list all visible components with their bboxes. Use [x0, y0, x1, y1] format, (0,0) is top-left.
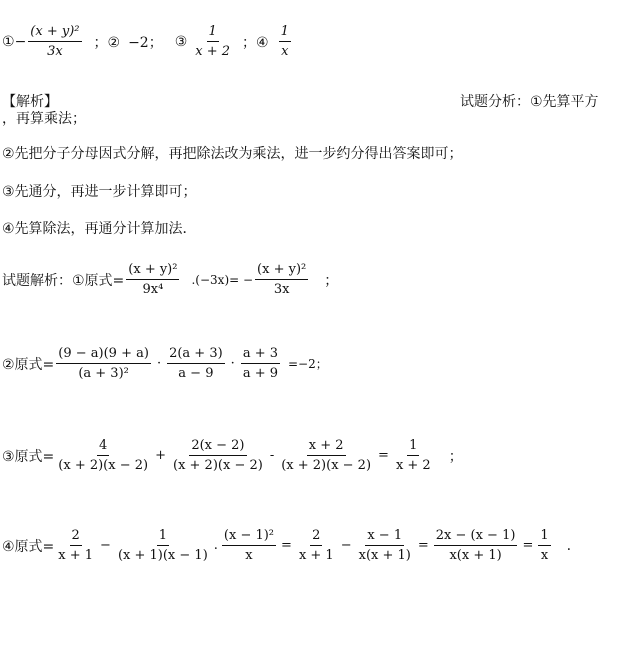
fraction-denominator: x: [540, 548, 549, 563]
fraction-numerator: x + 2: [307, 438, 346, 456]
answer-3-label: ③: [174, 33, 188, 50]
equals-sign: =: [522, 538, 534, 553]
solution-3-fraction-2: [171, 438, 265, 473]
fraction-denominator: x(x + 1): [449, 548, 502, 563]
fraction-denominator: x + 1: [298, 548, 334, 563]
solution-4-fraction-5: [357, 528, 413, 563]
solution-1-fraction-2: [255, 262, 308, 297]
solution-3-fraction-3: [279, 438, 373, 473]
answer-1-numerator: (x + y)²: [28, 24, 81, 42]
fraction-denominator: x(x + 1): [358, 548, 411, 563]
analysis-side-text: 试题分析：①先算平方: [460, 94, 599, 110]
fraction-numerator: (x − 1)²: [222, 528, 276, 546]
solution-4-fraction-4: [297, 528, 336, 563]
fraction-numerator: 2: [310, 528, 322, 546]
fraction-numerator: (x + y)²: [126, 262, 179, 280]
fraction-denominator: x + 1: [58, 548, 94, 563]
minus-operator: -: [269, 448, 275, 463]
solution-4-fraction-3: [222, 528, 276, 563]
fraction-numerator: (9 − a)(9 + a): [56, 346, 151, 364]
answer-1-denominator: 3x: [47, 44, 63, 59]
answer-3-denominator: x + 2: [195, 44, 231, 59]
fraction-numerator: x − 1: [365, 528, 404, 546]
fraction-denominator: (x + 1)(x − 1): [117, 548, 208, 563]
solution-1-middle: .(−3x)= −: [191, 272, 254, 287]
circled-one: ①: [2, 33, 15, 50]
fraction-denominator: 3x: [273, 282, 290, 297]
solution-1-prefix: 试题解析：①原式=: [2, 272, 125, 289]
multiply-dot: ·: [230, 356, 235, 371]
answers-line: [2, 24, 293, 59]
solution-2: [2, 346, 328, 381]
solution-4-fraction-6: [434, 528, 518, 563]
solution-3-end: ；: [448, 448, 463, 465]
fraction-numerator: (x + y)²: [255, 262, 308, 280]
separator-3: ；④: [242, 34, 269, 51]
fraction-numerator: 2: [70, 528, 82, 546]
plus-operator: +: [155, 448, 166, 463]
fraction-denominator: (x + 2)(x − 2): [281, 458, 372, 473]
solution-2-end: =−2；: [288, 357, 328, 371]
fraction-numerator: 2x − (x − 1): [434, 528, 518, 546]
fraction-denominator: x: [245, 548, 253, 563]
solution-3-fraction-4: [394, 438, 433, 473]
minus-operator: −: [340, 538, 352, 553]
fraction-numerator: 2(x − 2): [189, 438, 246, 456]
solution-3-prefix: ③原式=: [2, 448, 55, 465]
fraction-denominator: a + 9: [242, 366, 278, 381]
answer-3-fraction: [193, 24, 232, 59]
answer-3-numerator: 1: [207, 24, 219, 42]
solution-4-prefix: ④原式=: [2, 538, 55, 555]
fraction-denominator: (x + 2)(x − 2): [58, 458, 149, 473]
multiply-dot: ·: [156, 356, 162, 371]
analysis-line-4: ④先算除法，再通分计算加法．: [2, 221, 197, 237]
fraction-numerator: a + 3: [241, 346, 280, 364]
solution-2-fraction-1: [56, 346, 151, 381]
answer-2: −2；: [128, 34, 163, 51]
fraction-numerator: 1: [407, 438, 419, 456]
fraction-numerator: 1: [538, 528, 550, 546]
solution-2-fraction-3: [241, 346, 280, 381]
solution-4: [2, 528, 571, 563]
fraction-numerator: 1: [157, 528, 169, 546]
fraction-numerator: 4: [97, 438, 109, 456]
fraction-numerator: 2(a + 3): [167, 346, 225, 364]
answer-4-numerator: 1: [279, 24, 291, 42]
fraction-denominator: (a + 3)²: [78, 366, 129, 381]
solution-3-fraction-1: [56, 438, 150, 473]
answer-4-denominator: x: [281, 44, 289, 59]
solution-1: [2, 262, 338, 297]
fraction-denominator: 9x⁴: [142, 282, 164, 297]
solution-4-fraction-7: [538, 528, 550, 563]
fraction-denominator: x + 2: [395, 458, 431, 473]
minus-operator: −: [100, 538, 111, 553]
equals-sign: =: [378, 448, 389, 463]
equals-sign: =: [417, 538, 429, 553]
solution-1-fraction-1: [126, 262, 179, 297]
answer-4-fraction: [279, 24, 291, 59]
solution-4-fraction-2: [116, 528, 210, 563]
answer-1-sign: −: [14, 33, 27, 50]
equals-sign: =: [281, 538, 292, 553]
solution-3: [2, 438, 463, 473]
analysis-line-3: ③先通分，再进一步计算即可；: [2, 184, 197, 200]
fraction-denominator: (x + 2)(x − 2): [173, 458, 263, 473]
fraction-denominator: a − 9: [178, 366, 214, 381]
solution-2-prefix: ②原式=: [2, 356, 55, 373]
solution-4-end: .: [566, 537, 572, 554]
solution-4-fraction-1: [56, 528, 95, 563]
analysis-title: 【解析】: [2, 94, 58, 110]
solution-1-end: ；: [324, 272, 339, 289]
analysis-line-2: ②先把分子分母因式分解，再把除法改为乘法，进一步约分得出答案即可；: [2, 146, 463, 162]
answer-1-fraction: [28, 24, 81, 59]
multiply-dot: .: [213, 538, 218, 553]
solution-2-fraction-2: [167, 346, 225, 381]
separator-1: ；②: [93, 34, 121, 51]
analysis-line-1: ，再算乘法；: [2, 111, 86, 127]
